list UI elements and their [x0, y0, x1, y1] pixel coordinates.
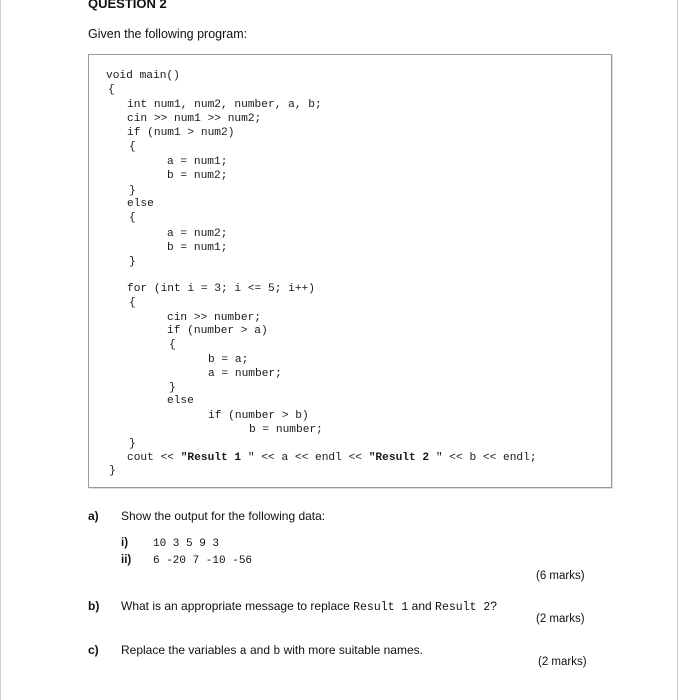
part-a-marks: (6 marks)	[536, 570, 585, 582]
code-line-17: cin >> number;	[167, 312, 261, 324]
code-line-22: }	[169, 382, 176, 394]
result-1-literal: "Result 1	[180, 452, 242, 464]
page-right-edge	[677, 0, 678, 700]
var-b-ref: b	[273, 645, 281, 658]
code-line-12: a = num2;	[167, 228, 228, 240]
code-line-1: void main()	[106, 70, 180, 82]
code-line-6: {	[129, 141, 136, 153]
code-line-21: a = number;	[208, 368, 282, 380]
code-line-15: for (int i = 3; i <= 5; i++)	[127, 283, 315, 295]
page-left-edge	[0, 0, 1, 700]
question-title: QUESTION 2	[88, 0, 167, 11]
part-a-i-label: i)	[121, 537, 129, 549]
part-b-text-1: What is an appropriate message to replace	[121, 599, 354, 613]
code-line-24: if (number > b)	[208, 410, 309, 422]
code-line-7: a = num1;	[167, 156, 228, 168]
cout-prefix: cout <<	[127, 452, 181, 464]
code-line-8: b = num2;	[167, 170, 228, 182]
part-c-marks: (2 marks)	[538, 656, 587, 668]
code-line-9: }	[129, 185, 136, 197]
part-a-label: a)	[88, 509, 99, 523]
part-c-text-1: Replace the variables	[121, 643, 240, 657]
code-line-16: {	[129, 297, 136, 309]
code-line-10: else	[127, 198, 154, 210]
code-line-2: {	[108, 84, 115, 96]
code-line-11: {	[129, 212, 136, 224]
code-line-18: if (number > a)	[167, 325, 268, 337]
result-1-ref: Result 1	[353, 601, 409, 614]
part-b-marks: (2 marks)	[536, 613, 585, 625]
part-a-text: Show the output for the following data:	[121, 509, 326, 523]
code-line-5: if (num1 > num2)	[127, 127, 235, 139]
part-c-text	[121, 643, 423, 658]
code-line-23: else	[167, 395, 194, 407]
code-line-27	[127, 452, 537, 465]
part-c-text-2: and	[246, 643, 274, 657]
code-line-20: b = a;	[208, 354, 249, 366]
part-b-text	[121, 599, 497, 614]
part-b-text-3: ?	[490, 599, 497, 613]
code-line-13: b = num1;	[167, 242, 228, 254]
code-line-26: }	[129, 438, 136, 450]
code-line-14: }	[129, 256, 136, 268]
code-listing	[106, 70, 606, 477]
part-a-i-data: 10 3 5 9 3	[153, 538, 220, 550]
code-line-4: cin >> num1 >> num2;	[127, 113, 262, 125]
result-2-literal: "Result 2	[368, 452, 430, 464]
var-a-ref: a	[239, 645, 247, 658]
part-a-ii-data: 6 -20 7 -10 -56	[153, 555, 253, 567]
code-line-25: b = number;	[249, 424, 323, 436]
part-c-label: c)	[88, 643, 99, 657]
cout-middle: " << a << endl <<	[241, 452, 369, 464]
code-line-19: {	[169, 339, 176, 351]
question-intro: Given the following program:	[88, 27, 248, 41]
part-c-text-3: with more suitable names.	[280, 643, 423, 657]
cout-suffix: " << b << endl;	[429, 452, 537, 464]
result-2-ref: Result 2	[435, 601, 491, 614]
part-b-label: b)	[88, 599, 100, 613]
part-b-text-2: and	[408, 599, 436, 613]
code-line-3: int num1, num2, number, a, b;	[127, 99, 322, 111]
code-line-28: }	[109, 465, 116, 477]
part-a-ii-label: ii)	[121, 554, 132, 566]
